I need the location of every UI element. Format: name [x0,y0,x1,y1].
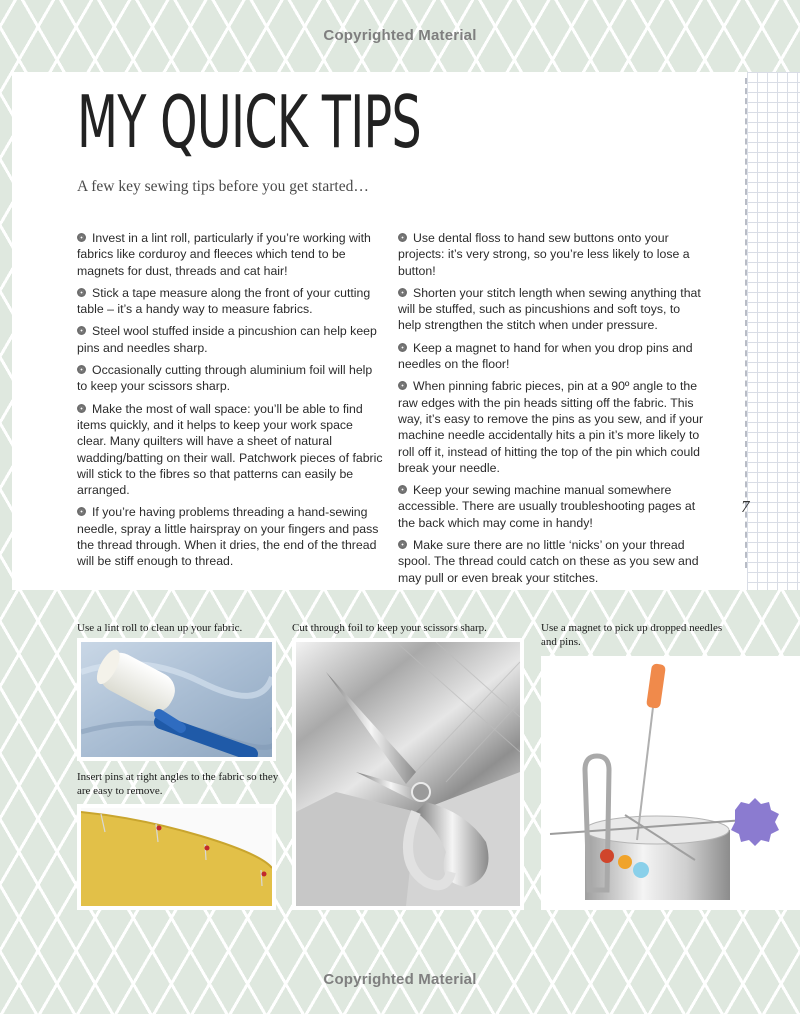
tip-text: Invest in a lint roll, particularly if you’re working with fabrics like corduroy and fleeces which tend to be magnets for dust, threads and cat hair! [77,231,371,278]
circle-bullet-icon [77,507,86,516]
tip-text: Shorten your stitch length when sewing anything that will be stuffed, such as pincushions and soft toys, to help strengthen the stitch when under pressure. [398,285,701,333]
tip-text: Make the most of wall space: you’ll be able to find items quickly, and it helps to keep your work space clear. Many quilters will have a sheet of natural wadding/batting on their wall. Patchwork pieces of fabric will stick to the fibres so that patterns can easily be arranged. [77,401,383,498]
tip-text: If you’re having problems threading a hand-sewing needle, spray a little hairspray on your fingers and pass the thread through. When it dries, the end of the thread will be stiff enough to thread. [77,505,379,569]
tip-item [398,482,704,531]
tip-text: Use dental floss to hand sew buttons onto your projects: it’s very strong, so you’re less likely to lose a button! [398,231,690,278]
tip-text: Occasionally cutting through aluminium foil will help to keep your scissors sharp. [77,363,373,394]
pinned-fabric-illustration [81,808,272,906]
tip-item [77,504,383,569]
dashed-divider [745,78,747,568]
tip-text: Stick a tape measure along the front of your cutting table – it’s a handy way to measure fabrics. [77,285,371,317]
caption-magnet: Use a magnet to pick up dropped needles and pins. [541,622,723,648]
tip-item [77,285,383,318]
scissors-foil-illustration [296,642,520,906]
circle-bullet-icon [77,404,86,413]
copyright-watermark-bottom: Copyrighted Material [323,971,477,988]
tip-item [398,230,704,279]
circle-bullet-icon [398,540,407,549]
tip-text: Steel wool stuffed inside a pincushion can help keep pins and needles sharp. [77,324,377,355]
circle-bullet-icon [398,343,407,352]
caption-lint-roll: Use a lint roll to clean up your fabric. [77,622,243,634]
caption-foil: Cut through foil to keep your scissors sharp. [292,622,487,634]
circle-bullet-icon [398,233,407,242]
tip-text: Keep a magnet to hand for when you drop pins and needles on the floor! [398,340,693,372]
circle-bullet-icon [398,288,407,297]
photo-pins-fabric [77,804,276,910]
tip-text: Keep your sewing machine manual somewhere accessible. There are usually troubleshooting pages at the back which may come in handy! [398,483,696,530]
tip-item [77,323,383,356]
page-title: MY QUICK TIPS [77,80,422,164]
tip-item [398,378,704,476]
caption-pins: Insert pins at right angles to the fabric so they are easy to remove. [77,771,279,797]
tip-item [398,340,704,373]
tip-text: Make sure there are no little ‘nicks’ on your thread spool. The thread could catch on these as you sew and may pull or even break your stitches. [398,538,699,585]
circle-bullet-icon [77,326,86,335]
tip-item [77,401,383,499]
magnet-pins-illustration [545,660,796,906]
circle-bullet-icon [77,365,86,374]
circle-bullet-icon [398,381,407,390]
tip-text: When pinning fabric pieces, pin at a 90º angle to the raw edges with the pin heads sitting off the fabric. This way, it’s easy to remove the pins as you sew, and if your machine needle accidentally hits a pin it’s more likely to roll off it, instead of hitting the top of the pin which could break your needle. [398,379,704,475]
page-subtitle: A few key sewing tips before you get started… [77,178,369,195]
circle-bullet-icon [398,485,407,494]
page-number: 7 [741,497,750,516]
lint-roller-illustration [81,642,272,757]
tip-item [398,285,704,334]
copyright-watermark-top: Copyrighted Material [323,27,477,44]
circle-bullet-icon [77,288,86,297]
photo-scissors-foil [292,638,524,910]
tip-item [77,230,383,279]
tip-item [398,537,704,586]
photo-lint-roll [77,638,276,761]
tip-item [77,362,383,395]
circle-bullet-icon [77,233,86,242]
tips-column-left [77,230,383,576]
graph-paper-strip [747,72,800,590]
tips-column-right [398,230,704,592]
photo-magnet-pins [541,656,800,910]
